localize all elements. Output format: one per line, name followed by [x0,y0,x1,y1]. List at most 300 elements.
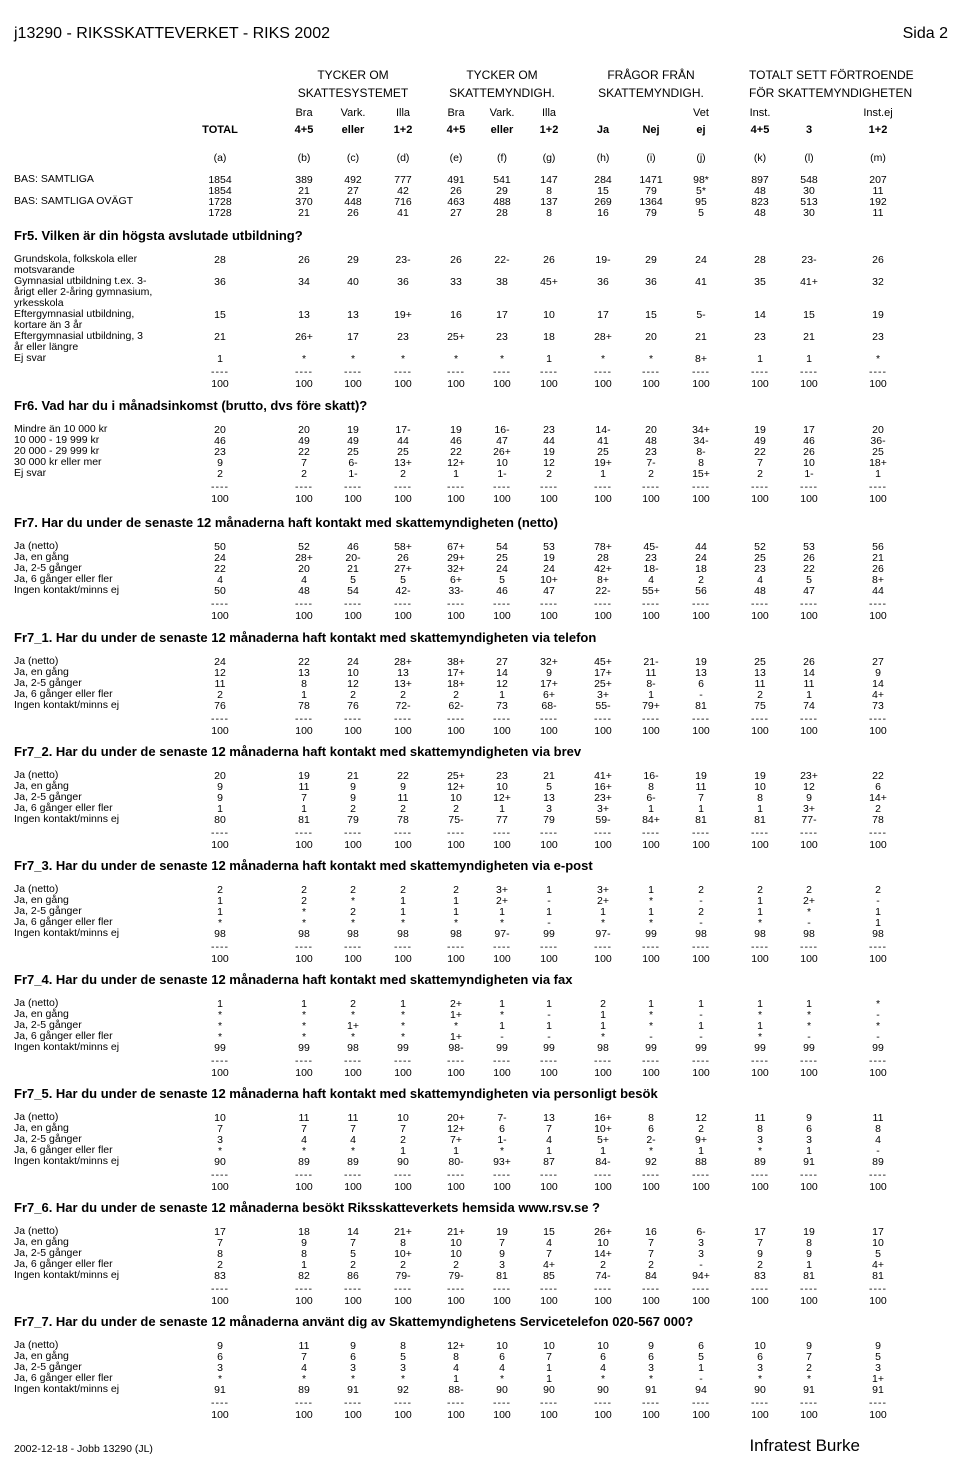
separator: ---- [394,1397,412,1409]
answer-value: 6 [499,1351,505,1363]
separator: ---- [594,1283,612,1295]
answer-label: Ja, 6 gånger eller fler [14,1030,113,1042]
answer-value: 77 [496,814,508,826]
column-group-subtitle: SKATTEMYNDIGH. [449,86,555,100]
total-value: 100 [692,953,710,965]
answer-value: 1 [400,1145,406,1157]
answer-value: 15+ [692,468,710,480]
total-value: 100 [642,378,660,390]
answer-value: 34- [693,435,709,447]
answer-value: 58+ [394,541,412,553]
base-value: 823 [751,196,769,208]
answer-value: 1 [875,906,881,918]
column-letter: (f) [497,152,507,164]
answer-value: 2 [301,895,307,907]
total-value: 100 [447,1409,465,1421]
answer-value: 34+ [692,424,710,436]
answer-value: 2 [875,803,881,815]
total-value: 100 [211,378,229,390]
total-value: 100 [447,1067,465,1079]
answer-value: 9 [301,1237,307,1249]
answer-value: 85 [543,1270,555,1282]
answer-value: 3 [757,1362,763,1374]
answer-value: 6 [757,1351,763,1363]
answer-value: 2 [453,689,459,701]
answer-label: Ja, 6 gånger eller fler [14,688,113,700]
separator: ---- [211,481,229,493]
answer-value: 78+ [594,541,612,553]
answer-label: Ja, 6 gånger eller fler [14,1144,113,1156]
answer-value: 91 [214,1384,226,1396]
answer-value: 45+ [540,276,558,288]
answer-value: 22- [595,585,611,597]
answer-value: 45+ [594,656,612,668]
separator: ---- [800,1055,818,1067]
answer-value: 8 [648,781,654,793]
answer-value: 1+ [450,1009,462,1021]
answer-value: * [217,1145,223,1157]
answer-value: 2 [600,998,606,1010]
answer-value: 1 [806,998,812,1010]
answer-value: * [806,1373,812,1385]
answer-value: 9 [499,1248,505,1260]
total-value: 100 [295,610,313,622]
answer-value: 90 [214,1156,226,1168]
total-value: 100 [642,725,660,737]
total-value: 100 [447,1181,465,1193]
base-value: 16 [597,207,609,219]
answer-value: 3+ [803,803,815,815]
base-label: BAS: SAMTLIGA OVÄGT [14,195,134,207]
separator: ---- [751,481,769,493]
total-value: 100 [344,610,362,622]
answer-value: 12 [803,781,815,793]
column-letter: (m) [870,152,886,164]
answer-value: * [600,917,606,929]
answer-value: 9 [648,1340,654,1352]
answer-value: 19+ [594,457,612,469]
separator: ---- [642,827,660,839]
answer-value: 12 [214,667,226,679]
answer-value: 17 [214,1226,226,1238]
answer-value: 4+ [543,1259,555,1271]
answer-value: 13 [543,792,555,804]
answer-value: 1 [648,803,654,815]
answer-value: 8 [400,1237,406,1249]
total-value: 100 [344,493,362,505]
separator: ---- [800,366,818,378]
total-value: 100 [295,378,313,390]
base-value: 11 [872,185,884,197]
answer-value: 1 [301,998,307,1010]
total-value: 100 [447,610,465,622]
answer-value: 42+ [594,563,612,575]
total-value: 100 [493,1409,511,1421]
total-value: 100 [295,953,313,965]
answer-value: 2 [757,689,763,701]
answer-value: 5- [696,309,706,321]
answer-label: Ingen kontakt/minns ej [14,1269,120,1281]
answer-value: 98 [347,928,359,940]
answer-value: 6 [217,1351,223,1363]
answer-value: * [648,917,654,929]
answer-value: 8+ [695,353,707,365]
answer-value: 22 [754,446,766,458]
answer-value: 13 [347,309,359,321]
total-value: 100 [493,1295,511,1307]
answer-value: 9+ [695,1134,707,1146]
answer-value: * [217,917,223,929]
total-value: 100 [447,1295,465,1307]
base-value: 27 [450,207,462,219]
answer-value: 98 [872,928,884,940]
answer-value: * [875,353,881,365]
answer-value: 28 [214,254,226,266]
answer-value: - [547,917,551,929]
answer-value: 7 [546,1248,552,1260]
answer-value: * [757,1009,763,1021]
separator: ---- [493,598,511,610]
answer-value: - [876,895,880,907]
separator: ---- [692,713,710,725]
answer-value: 77- [801,814,817,826]
total-value: 100 [447,839,465,851]
total-value: 100 [692,725,710,737]
answer-value: 3 [757,1134,763,1146]
answer-value: 10 [754,1340,766,1352]
answer-value: 17 [496,309,508,321]
total-value: 100 [594,1409,612,1421]
answer-value: 1 [698,1362,704,1374]
separator: ---- [692,366,710,378]
answer-value: 78 [872,814,884,826]
answer-value: 10 [872,1237,884,1249]
base-value: 41 [397,207,409,219]
separator: ---- [344,941,362,953]
column-subheader: Inst. [749,107,771,119]
answer-label: Ja (netto) [14,540,59,552]
answer-label: Grundskola, folkskola eller [14,253,138,265]
total-value: 100 [751,378,769,390]
answer-value: 9 [217,1340,223,1352]
base-value: 1364 [639,196,663,208]
answer-value: 9 [806,1248,812,1260]
answer-value: 12 [496,678,508,690]
answer-label: Ja, 2-5 gånger [14,1019,82,1031]
answer-value: * [400,1020,406,1032]
total-value: 100 [642,1295,660,1307]
answer-value: 7 [301,1351,307,1363]
answer-value: 2 [698,884,704,896]
answer-label: Ja, 6 gånger eller fler [14,802,113,814]
answer-value: 1 [453,1145,459,1157]
answer-value: 2 [350,689,356,701]
separator: ---- [594,941,612,953]
answer-value: 97- [494,928,510,940]
answer-value: * [499,353,505,365]
answer-value: 10 [450,792,462,804]
total-value: 100 [394,1295,412,1307]
answer-value: 8 [301,678,307,690]
total-value: 100 [295,493,313,505]
total-value: 100 [642,839,660,851]
separator: ---- [594,1397,612,1409]
answer-value: 26+ [594,1226,612,1238]
answer-label: Ja (netto) [14,1225,59,1237]
separator: ---- [295,481,313,493]
answer-value: * [301,1031,307,1043]
total-value: 100 [692,1295,710,1307]
answer-value: 18- [643,563,659,575]
answer-label: Ej svar [14,352,47,364]
separator: ---- [692,1283,710,1295]
answer-value: 1- [804,468,814,480]
answer-value: 7 [400,1123,406,1135]
separator: ---- [447,827,465,839]
answer-value: 14- [595,424,611,436]
separator: ---- [751,366,769,378]
answer-value: 2- [646,1134,656,1146]
total-value: 100 [493,610,511,622]
separator: ---- [394,1283,412,1295]
answer-value: 91 [645,1384,657,1396]
separator: ---- [394,827,412,839]
total-value: 100 [800,1181,818,1193]
answer-label: Ja, 2-5 gånger [14,1133,82,1145]
answer-value: 11 [645,667,657,679]
total-value: 100 [394,1181,412,1193]
answer-value: 98 [347,1042,359,1054]
answer-value: 1 [301,689,307,701]
separator: ---- [493,713,511,725]
separator: ---- [800,481,818,493]
answer-value: * [600,1031,606,1043]
total-value: 100 [642,1181,660,1193]
answer-value: - [699,1009,703,1021]
total-value: 100 [869,610,887,622]
answer-value: 17 [803,424,815,436]
answer-value: 16- [643,770,659,782]
answer-value: 12 [543,457,555,469]
answer-value: 16 [645,1226,657,1238]
page-number: Sida 2 [902,25,948,42]
answer-label: Ja (netto) [14,655,59,667]
answer-value: 19- [595,254,611,266]
answer-value: 86 [347,1270,359,1282]
answer-value: 7 [217,1123,223,1135]
answer-value: * [648,895,654,907]
answer-value: 48 [298,585,310,597]
answer-value: 89 [872,1156,884,1168]
separator: ---- [800,598,818,610]
total-value: 100 [493,953,511,965]
answer-value: * [499,917,505,929]
answer-value: 9 [875,667,881,679]
answer-value: 12+ [447,1340,465,1352]
answer-value: 18 [695,563,707,575]
answer-value: 8 [757,792,763,804]
total-value: 100 [493,725,511,737]
answer-value: * [350,353,356,365]
answer-label: Ja, 2-5 gånger [14,905,82,917]
separator: ---- [344,1397,362,1409]
answer-value: 13+ [394,457,412,469]
answer-value: 44 [397,435,409,447]
answer-value: 27 [496,656,508,668]
answer-value: 79+ [642,700,660,712]
answer-value: 15 [543,1226,555,1238]
answer-value: 2 [400,689,406,701]
answer-label: Ja, en gång [14,894,69,906]
column-header: 1+2 [393,124,413,136]
answer-value: 1 [698,803,704,815]
answer-value: 17 [347,331,359,343]
answer-value: 14 [872,678,884,690]
answer-value: 8 [648,1112,654,1124]
answer-value: 46 [347,541,359,553]
answer-label: Ja, en gång [14,1008,69,1020]
answer-value: 99 [645,928,657,940]
footer-company: Infratest Burke [749,1436,860,1455]
separator: ---- [344,1169,362,1181]
answer-value: 23 [543,424,555,436]
base-value: 1854 [208,185,232,197]
answer-value: 8 [806,1237,812,1249]
answer-value: 2 [698,906,704,918]
answer-value: 5 [698,1351,704,1363]
answer-value: 1 [301,1259,307,1271]
total-value: 100 [344,1067,362,1079]
separator: ---- [295,1397,313,1409]
answer-value: 1 [757,895,763,907]
answer-value: 7 [757,457,763,469]
answer-value: 1 [546,353,552,365]
answer-value: 13 [298,667,310,679]
total-value: 100 [447,378,465,390]
separator: ---- [344,481,362,493]
answer-value: 29+ [447,552,465,564]
separator: ---- [295,1169,313,1181]
question-title: Fr7_1. Har du under de senaste 12 månaderna haft kontakt med skattemyndigheten via telefon [14,630,597,645]
total-value: 100 [594,953,612,965]
total-value: 100 [800,953,818,965]
answer-value: 42- [395,585,411,597]
answer-value: 91 [347,1384,359,1396]
answer-value: 36 [397,276,409,288]
answer-value: 4 [350,1134,356,1146]
column-header: eller [490,124,514,136]
answer-value: * [600,353,606,365]
column-header: 3 [805,124,813,136]
separator: ---- [344,366,362,378]
answer-value: 22 [450,446,462,458]
answer-value: 5 [806,574,812,586]
total-value: 100 [540,839,558,851]
answer-value: * [600,1373,606,1385]
total-value: 100 [394,378,412,390]
answer-value: 4 [217,574,223,586]
answer-value: 41+ [800,276,818,288]
total-value: 100 [394,725,412,737]
total-value: 100 [394,1067,412,1079]
answer-value: 1 [806,689,812,701]
answer-value: 72- [395,700,411,712]
answer-label: Ja, 2-5 gånger [14,562,82,574]
base-value: 389 [295,174,313,186]
total-value: 100 [394,493,412,505]
answer-label: Eftergymnasial utbildning, 3 [14,330,143,342]
base-value: 491 [447,174,465,186]
answer-value: 90 [597,1384,609,1396]
total-value: 100 [642,493,660,505]
answer-value: 19 [872,309,884,321]
total-value: 100 [869,725,887,737]
answer-value: 99 [543,928,555,940]
answer-value: 17+ [447,667,465,679]
answer-value: 7 [806,1351,812,1363]
total-value: 100 [800,378,818,390]
answer-value: 36 [645,276,657,288]
answer-value: 10 [543,309,555,321]
answer-value: 2+ [803,895,815,907]
answer-value: 79- [395,1270,411,1282]
answer-value: 4 [301,1362,307,1374]
answer-value: 2 [453,803,459,815]
answer-label: Ja, en gång [14,1122,69,1134]
answer-value: 3 [217,1134,223,1146]
answer-value: 9 [757,1248,763,1260]
total-value: 100 [211,493,229,505]
answer-value: 9 [350,781,356,793]
answer-value: 17 [597,309,609,321]
answer-value: 1 [546,906,552,918]
answer-value: 74- [595,1270,611,1282]
answer-value: 89 [298,1384,310,1396]
answer-value: 9 [875,1340,881,1352]
answer-label: Ingen kontakt/minns ej [14,1155,120,1167]
answer-value: 90 [397,1156,409,1168]
answer-value: 10 [496,1340,508,1352]
separator: ---- [493,1283,511,1295]
separator: ---- [211,941,229,953]
answer-value: 38+ [447,656,465,668]
answer-value: * [499,1145,505,1157]
answer-value: 15 [214,309,226,321]
answer-value: 17 [872,1226,884,1238]
total-value: 100 [594,839,612,851]
separator: ---- [540,713,558,725]
answer-value: 8 [217,1248,223,1260]
total-value: 100 [642,610,660,622]
separator: ---- [594,1169,612,1181]
separator: ---- [493,827,511,839]
answer-value: 2 [875,884,881,896]
answer-value: 8+ [872,574,884,586]
total-value: 100 [394,953,412,965]
answer-value: 2 [301,884,307,896]
total-value: 100 [594,493,612,505]
total-value: 100 [751,1295,769,1307]
answer-value: 9 [350,792,356,804]
total-value: 100 [692,378,710,390]
separator: ---- [692,1397,710,1409]
base-value: 27 [347,185,359,197]
answer-value: 2 [546,468,552,480]
total-value: 100 [394,839,412,851]
base-value: 15 [597,185,609,197]
answer-value: 90 [543,1384,555,1396]
answer-value: * [757,1145,763,1157]
